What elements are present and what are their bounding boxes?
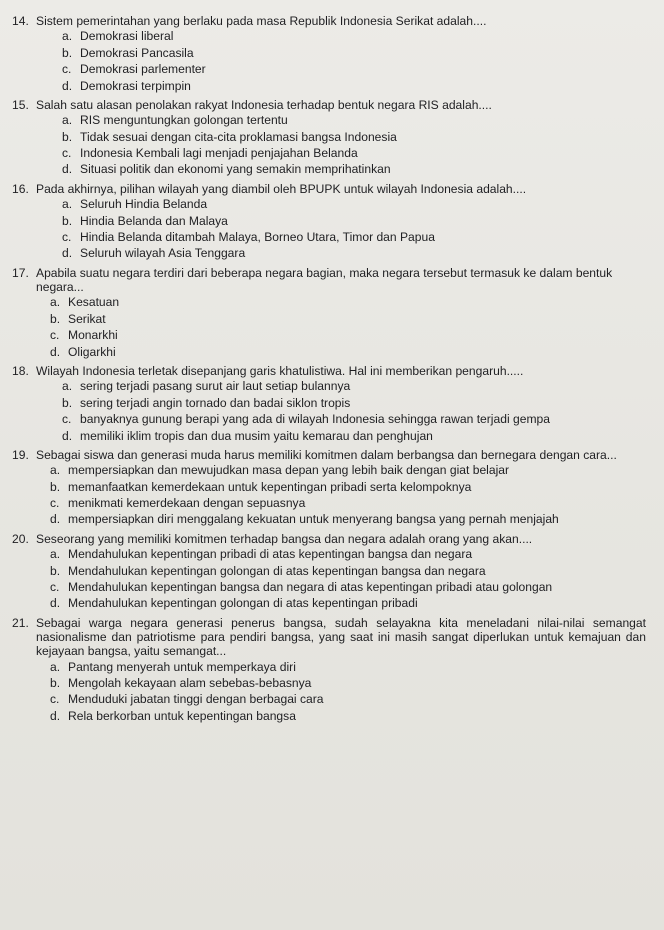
option-text: Mendahulukan kepentingan bangsa dan negara di atas kepentingan pribadi atau golongan — [68, 579, 553, 594]
option-text: Indonesia Kembali lagi menjadi penjajahan Belanda — [80, 146, 358, 161]
option-c — [50, 495, 646, 511]
question-16 — [12, 182, 646, 262]
question-14 — [12, 14, 646, 94]
question-number: 18. — [12, 363, 29, 378]
option-letter: a. — [62, 379, 73, 394]
option-letter: c. — [62, 146, 72, 161]
question-text: Sebagai siswa dan generasi muda harus memiliki komitmen dalam berbangsa dan bernegara dengan cara... — [36, 447, 617, 462]
option-letter: b. — [62, 129, 73, 144]
question-number: 16. — [12, 181, 29, 196]
option-letter: b. — [50, 311, 61, 326]
option-letter: b. — [62, 213, 73, 228]
question-number: 17. — [12, 265, 29, 280]
option-text: banyaknya gunung berapi yang ada di wilayah Indonesia sehingga rawan terjadi gempa — [80, 412, 550, 427]
option-c — [62, 229, 646, 245]
option-text: Mendahulukan kepentingan golongan di atas kepentingan pribadi — [68, 596, 418, 611]
option-list — [12, 462, 646, 528]
option-d — [62, 245, 646, 261]
option-b — [50, 479, 646, 495]
option-c — [62, 145, 646, 161]
option-a — [50, 462, 646, 478]
option-text: mempersiapkan dan mewujudkan masa depan yang lebih baik dengan giat belajar — [68, 463, 510, 478]
option-text: Mendahulukan kepentingan pribadi di atas kepentingan bangsa dan negara — [68, 547, 473, 562]
option-letter: c. — [50, 579, 60, 594]
option-d — [62, 161, 646, 177]
option-b — [62, 213, 646, 229]
option-letter: d. — [50, 708, 61, 723]
option-text: Rela berkorban untuk kepentingan bangsa — [68, 708, 296, 723]
question-20 — [12, 532, 646, 612]
question-number: 15. — [12, 97, 29, 112]
option-d — [62, 428, 646, 444]
question-18 — [12, 364, 646, 444]
option-d — [50, 595, 646, 611]
option-text: Mendahulukan kepentingan golongan di atas kepentingan bangsa dan negara — [68, 563, 486, 578]
option-letter: c. — [50, 328, 60, 343]
option-text: Monarkhi — [68, 328, 118, 343]
question-text: Sistem pemerintahan yang berlaku pada masa Republik Indonesia Serikat adalah.... — [36, 14, 487, 28]
option-d — [50, 708, 646, 724]
option-text: Seluruh Hindia Belanda — [80, 197, 208, 212]
option-letter: c. — [50, 496, 60, 511]
question-text: Salah satu alasan penolakan rakyat Indonesia terhadap bentuk negara RIS adalah.... — [36, 97, 492, 112]
option-text: Demokrasi Pancasila — [80, 45, 194, 60]
option-b — [62, 45, 646, 61]
option-b — [50, 675, 646, 691]
option-a — [62, 378, 646, 394]
option-letter: c. — [62, 412, 72, 427]
option-text: sering terjadi angin tornado dan badai siklon tropis — [80, 395, 351, 410]
option-text: Pantang menyerah untuk memperkaya diri — [68, 659, 296, 674]
option-letter: d. — [62, 78, 73, 93]
option-letter: a. — [62, 113, 73, 128]
question-15 — [12, 98, 646, 178]
option-text: Seluruh wilayah Asia Tenggara — [80, 246, 246, 261]
option-b — [50, 311, 646, 327]
question-number: 21. — [12, 615, 29, 630]
option-text: Hindia Belanda dan Malaya — [80, 213, 228, 228]
option-letter: b. — [62, 45, 73, 60]
option-letter: d. — [62, 246, 73, 261]
option-c — [50, 327, 646, 343]
question-text: Seseorang yang memiliki komitmen terhadap bangsa dan negara adalah orang yang akan.... — [36, 531, 533, 546]
option-letter: b. — [50, 479, 61, 494]
option-a — [62, 196, 646, 212]
option-text: Menduduki jabatan tinggi dengan berbagai cara — [68, 692, 324, 707]
option-list — [12, 294, 646, 360]
option-a — [50, 546, 646, 562]
option-text: Kesatuan — [68, 295, 120, 310]
question-number: 14. — [12, 14, 29, 28]
option-letter: c. — [62, 229, 72, 244]
question-text: Sebagai warga negara generasi penerus bangsa, sudah selayakna kita meneladani nilai-nilai semangat nasionalisme dan patriotisme para pendiri bangsa, yang saat ini masih sangat diperlukan untuk kemajuan dan kejayaan bangsa, yaitu semangat... — [36, 615, 646, 659]
option-letter: b. — [62, 395, 73, 410]
option-letter: b. — [50, 563, 61, 578]
question-text: Pada akhirnya, pilihan wilayah yang diambil oleh BPUPK untuk wilayah Indonesia adalah.... — [36, 181, 527, 196]
option-list — [12, 546, 646, 612]
option-d — [62, 78, 646, 94]
option-c — [50, 691, 646, 707]
option-text: memanfaatkan kemerdekaan untuk kepentingan pribadi serta kelompoknya — [68, 479, 472, 494]
question-text: Apabila suatu negara terdiri dari beberapa negara bagian, maka negara tersebut termasuk ke dalam bentuk negara... — [36, 265, 613, 295]
option-b — [62, 395, 646, 411]
question-19 — [12, 448, 646, 528]
question-text: Wilayah Indonesia terletak disepanjang garis khatulistiwa. Hal ini memberikan pengaruh..... — [36, 363, 524, 378]
option-text: RIS menguntungkan golongan tertentu — [80, 113, 288, 128]
option-list — [12, 378, 646, 444]
option-c — [62, 411, 646, 427]
question-21 — [12, 616, 646, 725]
option-letter: d. — [50, 344, 61, 359]
option-list — [12, 196, 646, 262]
option-list — [12, 659, 646, 725]
option-a — [62, 28, 646, 44]
option-letter: d. — [62, 428, 73, 443]
option-text: Demokrasi terpimpin — [80, 78, 191, 93]
option-text: Demokrasi parlementer — [80, 62, 206, 77]
option-c — [62, 61, 646, 77]
option-text: mempersiapkan diri menggalang kekuatan untuk menyerang bangsa yang pernah menjajah — [68, 512, 559, 527]
option-letter: a. — [50, 295, 61, 310]
option-text: Hindia Belanda ditambah Malaya, Borneo Utara, Timor dan Papua — [80, 229, 435, 244]
option-text: menikmati kemerdekaan dengan sepuasnya — [68, 496, 306, 511]
question-17 — [12, 266, 646, 360]
option-text: Oligarkhi — [68, 344, 116, 359]
option-letter: a. — [50, 463, 61, 478]
option-letter: d. — [62, 162, 73, 177]
option-letter: a. — [62, 197, 73, 212]
option-letter: a. — [50, 547, 61, 562]
option-text: sering terjadi pasang surut air laut setiap bulannya — [80, 379, 351, 394]
option-d — [50, 511, 646, 527]
option-text: Situasi politik dan ekonomi yang semakin memprihatinkan — [80, 162, 391, 177]
option-text: Tidak sesuai dengan cita-cita proklamasi bangsa Indonesia — [80, 129, 397, 144]
option-text: Mengolah kekayaan alam sebebas-bebasnya — [68, 676, 312, 691]
option-list — [12, 112, 646, 178]
option-a — [50, 659, 646, 675]
option-a — [50, 294, 646, 310]
option-text: Demokrasi liberal — [80, 29, 174, 44]
option-list — [12, 28, 646, 94]
option-text: memiliki iklim tropis dan dua musim yaitu kemarau dan penghujan — [80, 428, 433, 443]
option-letter: a. — [50, 659, 61, 674]
option-c — [50, 579, 646, 595]
option-letter: b. — [50, 676, 61, 691]
option-letter: d. — [50, 596, 61, 611]
option-letter: c. — [50, 692, 60, 707]
option-a — [62, 112, 646, 128]
option-b — [50, 563, 646, 579]
option-letter: c. — [62, 62, 72, 77]
option-letter: a. — [62, 29, 73, 44]
option-text: Serikat — [68, 311, 106, 326]
option-b — [62, 129, 646, 145]
question-number: 19. — [12, 447, 29, 462]
option-letter: d. — [50, 512, 61, 527]
question-number: 20. — [12, 531, 29, 546]
option-d — [50, 344, 646, 360]
